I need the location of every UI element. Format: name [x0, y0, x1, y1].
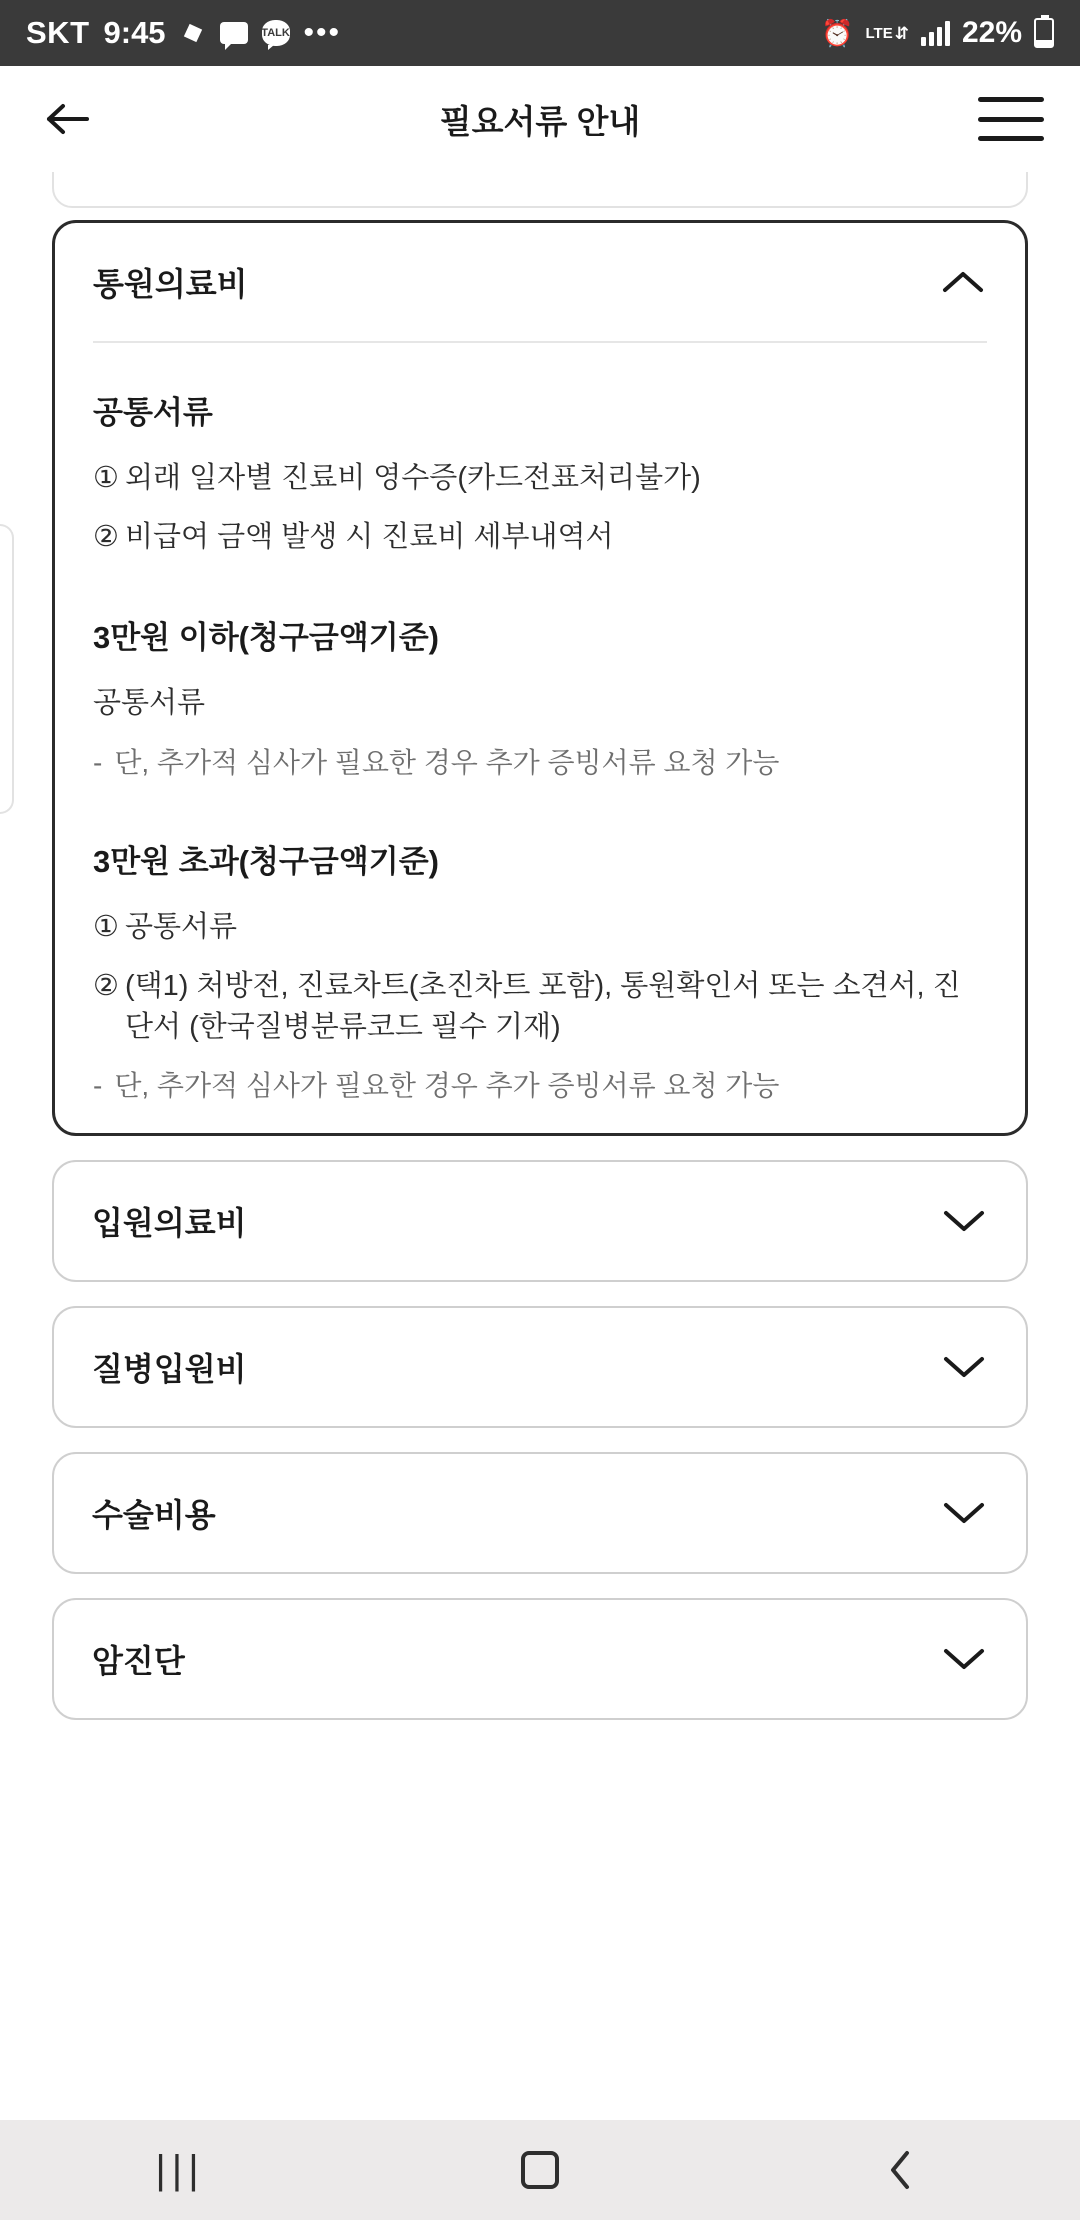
doc-section-over-30000 [93, 836, 987, 1106]
accordion-header-outpatient[interactable] [55, 223, 1025, 341]
hamburger-menu-button[interactable] [978, 91, 1044, 147]
list-text: 비급여 금액 발생 시 진료비 세부내역서 [125, 521, 614, 554]
signal-strength-icon [921, 20, 950, 46]
note-marker: - [93, 746, 103, 778]
note-text: 단, 추가적 심사가 필요한 경우 추가 증빙서류 요청 가능 [114, 746, 780, 778]
alarm-icon: ⏰ [821, 17, 854, 48]
section-title: 3만원 초과(청구금액기준) [93, 843, 439, 879]
chevron-down-icon[interactable] [940, 1197, 988, 1245]
accordion-item-inpatient[interactable] [52, 1160, 1028, 1282]
chevron-down-icon[interactable] [940, 1489, 988, 1537]
accordion-header-surgery[interactable] [54, 1454, 1026, 1572]
doc-list-item [93, 907, 987, 948]
accordion-title-outpatient: 통원의료비 [93, 266, 248, 302]
accordion-header-disease-hospitalization[interactable] [54, 1308, 1026, 1426]
chat-icon [220, 22, 248, 44]
doc-list-item [93, 458, 987, 499]
battery-percent-label: 22% [961, 16, 1022, 49]
doc-list-item [93, 683, 987, 724]
recents-button[interactable] [120, 2120, 240, 2220]
accordion-header-cancer-diagnosis[interactable] [54, 1600, 1026, 1718]
list-marker: ① [93, 910, 119, 943]
system-back-button[interactable] [840, 2120, 960, 2220]
status-bar-right [821, 16, 1054, 50]
list-text: 공통서류 [93, 687, 206, 720]
lte-network-icon [865, 23, 909, 43]
section-title: 공통서류 [93, 395, 213, 430]
note-text: 단, 추가적 심사가 필요한 경우 추가 증빙서류 요청 가능 [114, 1070, 780, 1102]
accordion-title-surgery: 수술비용 [92, 1497, 216, 1534]
doc-section-common [93, 387, 987, 558]
recents-icon: ||| [155, 2147, 205, 2192]
left-edge-card-stub [0, 524, 14, 814]
chevron-up-icon[interactable] [939, 258, 987, 306]
section-title: 3만원 이하(청구금액기준) [93, 620, 439, 656]
accordion-body-outpatient [55, 343, 1025, 1105]
list-marker: ② [93, 521, 119, 554]
back-chevron-icon [883, 2147, 917, 2193]
accordion-title-cancer-diagnosis: 암진단 [92, 1643, 185, 1680]
accordion-item-outpatient[interactable] [52, 220, 1028, 1136]
status-bar-left [26, 15, 341, 51]
app-header [0, 66, 1080, 172]
previous-card-partial[interactable] [52, 172, 1028, 208]
chevron-down-icon[interactable] [940, 1635, 988, 1683]
chevron-down-icon[interactable] [940, 1343, 988, 1391]
list-text: 공통서류 [125, 910, 238, 943]
doc-list-item [93, 517, 987, 558]
data-arrows-icon: ⇵ [894, 23, 909, 43]
doc-note [93, 743, 987, 782]
doc-section-under-30000 [93, 612, 987, 781]
home-square-icon [521, 2151, 559, 2189]
accordion-title-inpatient: 입원의료비 [92, 1205, 247, 1242]
accordion-header-inpatient[interactable] [54, 1162, 1026, 1280]
status-clock: 9:45 [103, 15, 166, 50]
more-dots-icon: ••• [303, 16, 342, 49]
lte-label: LTE [865, 24, 893, 42]
accordion-item-disease-hospitalization[interactable] [52, 1306, 1028, 1428]
list-marker: ① [93, 462, 119, 494]
page-title: 필요서류 안내 [439, 102, 641, 140]
list-text: 외래 일자별 진료비 영수증(카드전표처리불가) [125, 462, 701, 494]
tag-icon [180, 20, 206, 46]
list-marker: ② [93, 969, 119, 1002]
accordion-item-surgery[interactable] [52, 1452, 1028, 1574]
accordion-title-disease-hospitalization: 질병입원비 [92, 1351, 247, 1388]
note-marker: - [93, 1070, 103, 1102]
home-button[interactable] [480, 2120, 600, 2220]
kakaotalk-icon: TALK [262, 20, 290, 46]
content-scroll-area[interactable] [0, 172, 1080, 2120]
status-bar [0, 0, 1080, 66]
system-navigation-bar [0, 2120, 1080, 2220]
doc-note [93, 1066, 987, 1105]
carrier-label: SKT [26, 15, 90, 50]
back-button[interactable] [36, 87, 100, 151]
doc-list-item [93, 966, 987, 1048]
list-text: (택1) 처방전, 진료차트(초진차트 포함), 통원확인서 또는 소견서, 진단서 (한국질병분류코드 필수 기재) [125, 969, 961, 1044]
battery-icon [1034, 18, 1054, 48]
accordion-item-cancer-diagnosis[interactable] [52, 1598, 1028, 1720]
